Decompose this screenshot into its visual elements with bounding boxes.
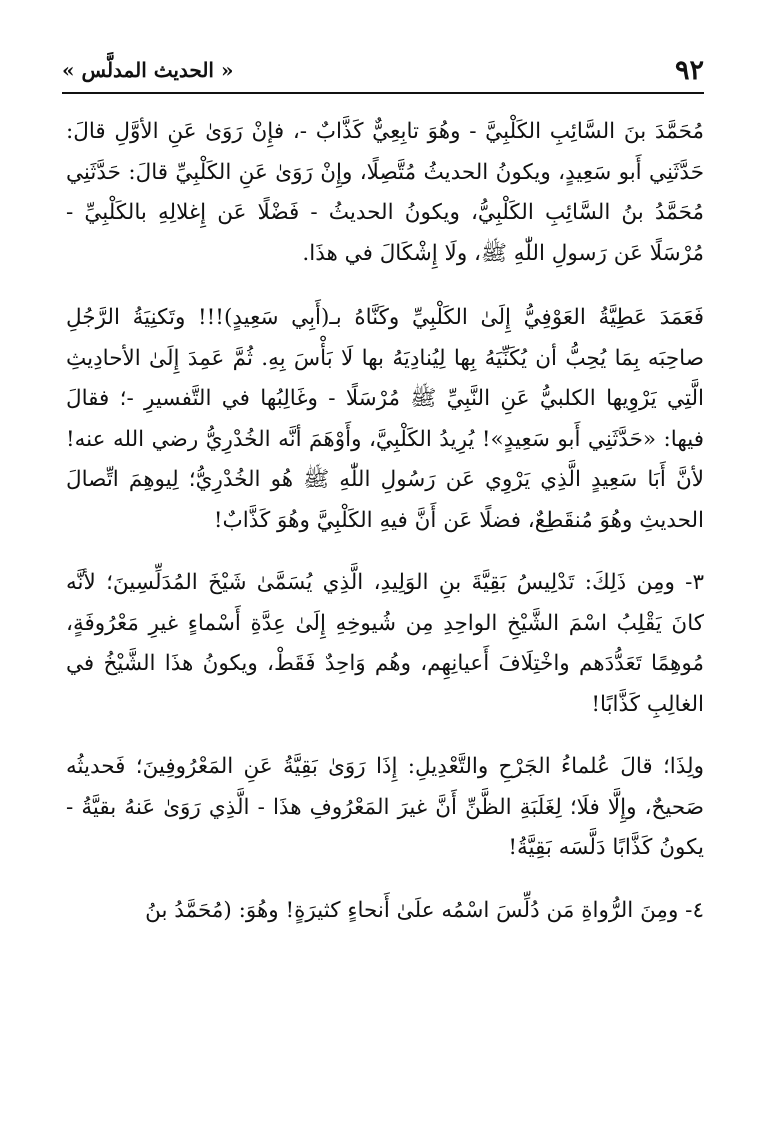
page-number: ٩٢ (674, 54, 704, 86)
paragraph-2: فَعَمَدَ عَطِيَّةُ العَوْفِيُّ إِلَىٰ الكَلْبِيِّ وكَنَّاهُ بـ(أَبِي سَعِيدٍ)!!! وتَكنِيَةُ الرَّجُلِ صاحِبَه بِمَا يُحِبُّ أن يُكَنِّيَهُ بِها لِيُنادِيَهُ بها لَا بَأْسَ بِهِ. ثُمَّ عَمِدَ إِلَىٰ الأحادِيثِ الَّتِي يَرْوِيها الكلبيُّ عَنِ النَّبِيِّ ﷺ مُرْسَلًا - وغَالِبُها في التَّفسيرِ -؛ فقالَ فيها: «حَدَّثَنِي أَبو سَعِيدٍ»! يُرِيدُ الكَلْبِيَّ، وأَوْهَمَ أنَّه الخُدْرِيُّ رضي الله عنه! لأنَّ أَبَا سَعِيدٍ الَّذِي يَرْوِي عَن رَسُولِ اللّٰهِ ﷺ هُو الخُدْرِيُّ؛ لِيوهِمَ اتِّصالَ الحديثِ وهُوَ مُنقَطِعٌ، فضلًا عَن أَنَّ فيهِ الكَلْبِيَّ وهُوَ كَذَّابٌ! (66, 305, 704, 533)
paragraph-1: مُحَمَّدَ بنَ السَّائِبِ الكَلْبِيَّ - وهُوَ تابِعِيٌّ كَذَّابٌ -، فإِنْ رَوَىٰ عَنِ الأوَّلِ قالَ: حَدَّثَنِي أَبو سَعِيدٍ، ويكونُ الحديثُ مُتَّصِلًا، وإِنْ رَوَىٰ عَنِ الكَلْبِيِّ قالَ: حَدَّثَنِي مُحَمَّدُ بنُ السَّائِبِ الكَلْبِيُّ، ويكونُ الحديثُ - فَضْلًا عَن إِغلالِهِ بالكَلْبِيِّ - مُرْسَلًا عَن رَسولِ اللّٰهِ ﷺ، ولَا إِشْكَالَ في هذَا. (66, 119, 704, 266)
paragraph-3: ٣- ومِن ذَلِكَ: تَدْلِيسُ بَقِيَّةَ بنِ الوَلِيدِ، الَّذِي يُسَمَّىٰ شَيْخَ المُدَلِّسِينَ؛ لأنَّه كانَ يَقْلِبُ اسْمَ الشَّيْخِ الواحِدِ مِن شُيوخِهِ إِلَىٰ عِدَّةِ أَسْماءٍ غيرِ مَعْرُوفَةٍ، مُوهِمًا تَعَدُّدَهم واخْتِلَافَ أَعيانِهِم، وهُم وَاحِدٌ فَقَطْ، ويكونُ هذَا الشَّيْخُ في الغالِبِ كَذَّابًا! (66, 570, 704, 717)
page-body (66, 112, 704, 953)
running-title: « الحديث المدلَّس » (62, 58, 234, 82)
paragraph-4: ولِذَا؛ قالَ عُلماءُ الجَرْحِ والتَّعْدِيلِ: إِذَا رَوَىٰ بَقِيَّةُ عَنِ المَعْرُوفِينَ؛ فَحديثُه صَحيحٌ، وإِلَّا فلَا؛ لِغَلَبَةِ الظَّنِّ أَنَّ غيرَ المَعْرُوفِ هذَا - الَّذِي رَوَىٰ عَنهُ بقيَّةُ - يكونُ كَذَّابًا دَلَّسَه بَقِيَّةُ! (66, 754, 704, 860)
page-header (62, 50, 704, 90)
header-divider (62, 92, 704, 94)
paragraph-5: ٤- ومِنَ الرُّواةِ مَن دُلِّسَ اسْمُه علَىٰ أَنحاءٍ كثيرَةٍ! وهُوَ: (مُحَمَّدُ بنُ (145, 897, 704, 923)
